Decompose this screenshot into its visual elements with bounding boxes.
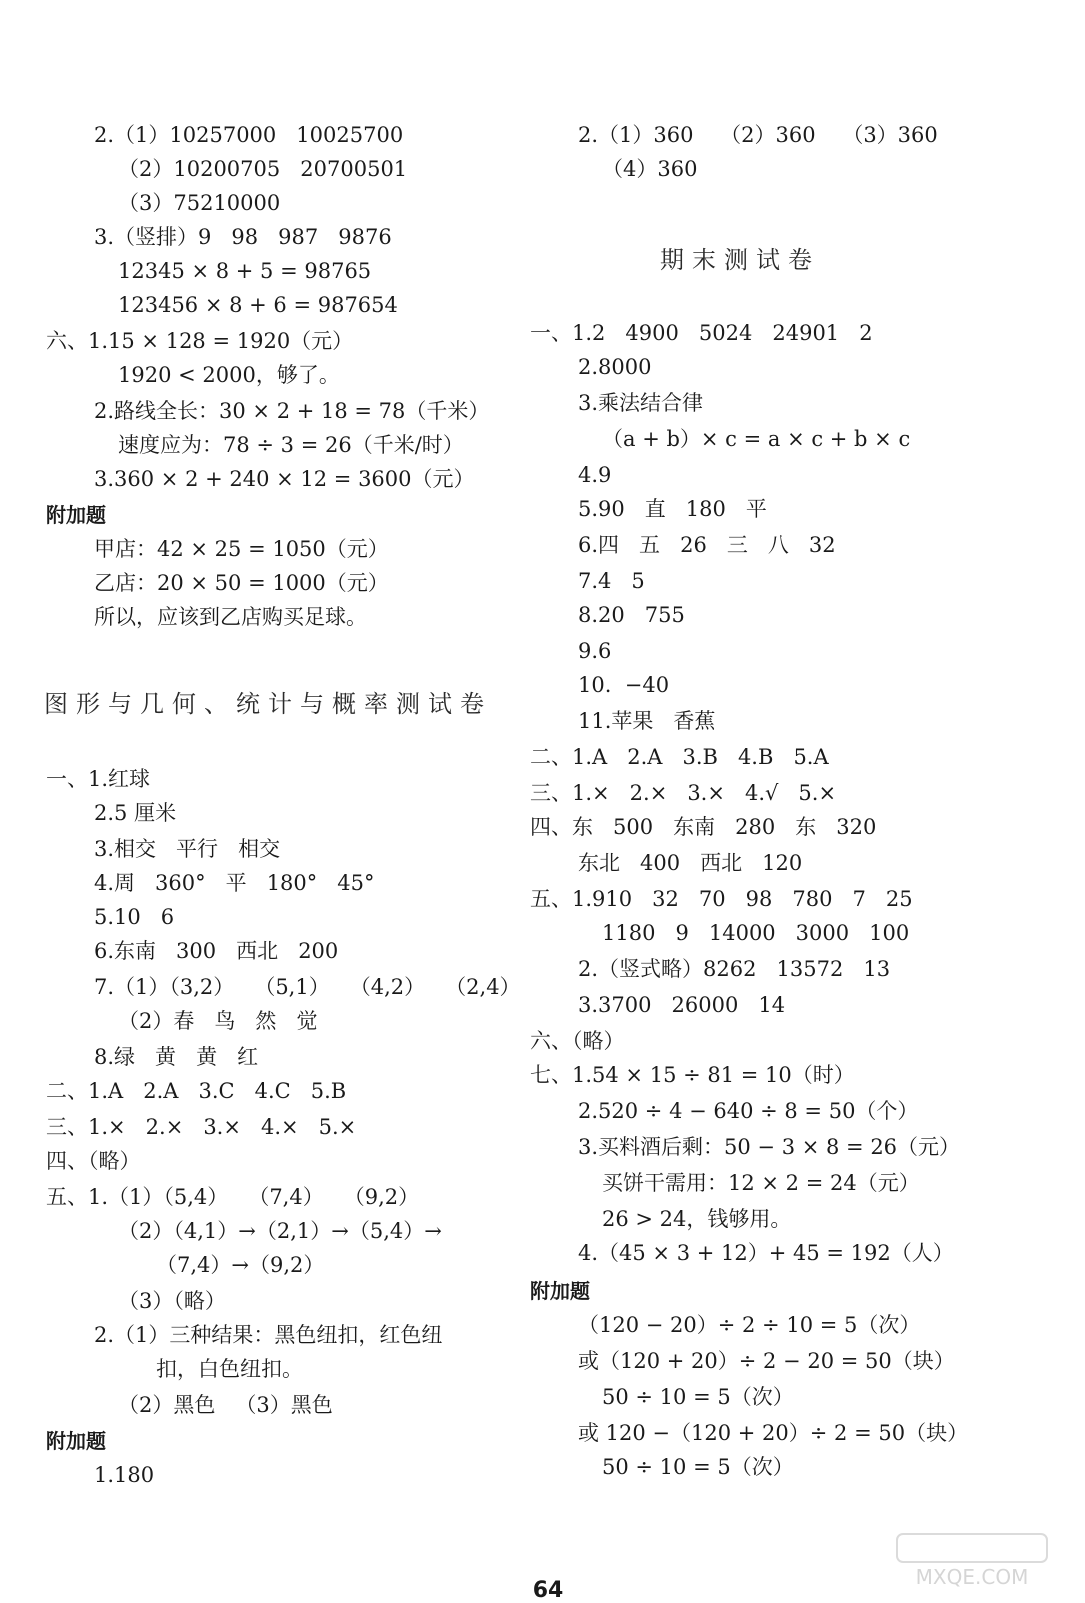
right-line: 2.8000 [578,355,652,379]
right-line: 10. −40 [578,673,670,697]
right-line: 5.90 直 180 平 [578,497,767,521]
watermark-logo [877,1530,1067,1592]
left-line: 12345 × 8 + 5 = 98765 [118,259,372,283]
left-line: 1.180 [94,1463,155,1487]
left-line: 3.相交 平行 相交 [94,837,281,861]
left-line: 2.5 厘米 [94,801,177,825]
left-line: 3.（竖排）9 98 987 9876 [94,225,392,249]
left-line: 速度应为：78 ÷ 3 = 26（千米/时） [118,433,464,457]
right-line: 3.乘法结合律 [578,391,704,415]
right-line: 东北 400 西北 120 [578,851,803,875]
left-line: （7,4）→（9,2） [156,1253,325,1277]
right-line: 11.苹果 香蕉 [578,709,716,733]
right-line: （a + b）× c = a × c + b × c [602,427,911,451]
left-line: 6.东南 300 西北 200 [94,939,339,963]
right-line: 附加题 [530,1279,590,1303]
left-line: （3）（略） [118,1289,226,1313]
watermark-text: MXQE.COM [915,1565,1029,1589]
right-line: 8.20 755 [578,603,685,627]
right-line: 2.（竖式略）8262 13572 13 [578,957,891,981]
right-line: 9.6 [578,639,612,663]
left-line: 附加题 [46,1429,106,1453]
right-line: 4.9 [578,463,612,487]
right-line: 2.（1）360 （2）360 （3）360 [578,123,938,147]
right-line: 五、1.910 32 70 98 780 7 25 [530,887,913,911]
right-line: 4.（45 × 3 + 12）+ 45 = 192（人） [578,1241,954,1265]
right-line: 26 > 24，钱够用。 [602,1207,792,1231]
right-line: （120 − 20）÷ 2 ÷ 10 = 5（次） [578,1313,921,1337]
right-line: 3.3700 26000 14 [578,993,786,1017]
right-line: 1180 9 14000 3000 100 [602,921,910,945]
left-line: 所以，应该到乙店购买足球。 [94,605,367,629]
page-number: 64 [532,1578,564,1603]
left-line: 4.周 360° 平 180° 45° [94,871,375,895]
right-line: 6.四 五 26 三 八 32 [578,533,836,557]
left-line: 8.绿 黄 黄 红 [94,1045,259,1069]
left-line: 附加题 [46,503,106,527]
left-line: 三、1.× 2.× 3.× 4.× 5.× [46,1115,357,1139]
left-line: 3.360 × 2 + 240 × 12 = 3600（元） [94,467,475,491]
right-line: 或 120 −（120 + 20）÷ 2 = 50（块） [578,1421,969,1445]
right-line: 买饼干需用：12 × 2 = 24（元） [602,1171,920,1195]
left-line: 一、1.红球 [46,767,151,791]
left-line: 五、1.（1）（5,4） （7,4） （9,2） [46,1185,420,1209]
right-line: 或（120 + 20）÷ 2 − 20 = 50（块） [578,1349,955,1373]
left-line: 2.路线全长：30 × 2 + 18 = 78（千米） [94,399,490,423]
section-title-final-exam: 期末测试卷 [660,246,820,274]
left-line: 六、1.15 × 128 = 1920（元） [46,329,354,353]
right-line: 二、1.A 2.A 3.B 4.B 5.A [530,745,829,769]
right-line: 50 ÷ 10 = 5（次） [602,1385,794,1409]
right-line: 7.4 5 [578,569,645,593]
right-line: 六、（略） [530,1029,625,1053]
left-line: 甲店：42 × 25 = 1050（元） [94,537,389,561]
left-line: 1920 < 2000，够了。 [118,363,340,387]
left-line: （2）（4,1）→（2,1）→（5,4）→ [118,1219,442,1243]
left-line: 四、（略） [46,1149,141,1173]
section-title-geometry-statistics: 图形与几何、统计与概率测试卷 [44,690,492,718]
left-line: 乙店：20 × 50 = 1000（元） [94,571,389,595]
left-line: 二、1.A 2.A 3.C 4.C 5.B [46,1079,347,1103]
left-line: 扣，白色纽扣。 [156,1357,303,1381]
left-line: 2.（1）10257000 10025700 [94,123,404,147]
left-line: （2）黑色 （3）黑色 [118,1393,333,1417]
right-line: 四、东 500 东南 280 东 320 [530,815,877,839]
right-line: 50 ÷ 10 = 5（次） [602,1455,794,1479]
left-line: （2）10200705 20700501 [118,157,408,181]
right-line: 一、1.2 4900 5024 24901 2 [530,321,873,345]
right-line: 2.520 ÷ 4 − 640 ÷ 8 = 50（个） [578,1099,919,1123]
right-line: 七、1.54 × 15 ÷ 81 = 10（时） [530,1063,855,1087]
left-line: 5.10 6 [94,905,175,929]
right-line: 三、1.× 2.× 3.× 4.√ 5.× [530,781,837,805]
left-line: 2.（1）三种结果：黑色纽扣，红色纽 [94,1323,443,1347]
left-line: 123456 × 8 + 6 = 987654 [118,293,398,317]
right-line: （4）360 [602,157,698,181]
left-line: 7.（1）（3,2） （5,1） （4,2） （2,4） [94,975,521,999]
left-line: （3）75210000 [118,191,281,215]
left-line: （2）春 鸟 然 觉 [118,1009,318,1033]
right-line: 3.买料酒后剩：50 − 3 × 8 = 26（元） [578,1135,961,1159]
